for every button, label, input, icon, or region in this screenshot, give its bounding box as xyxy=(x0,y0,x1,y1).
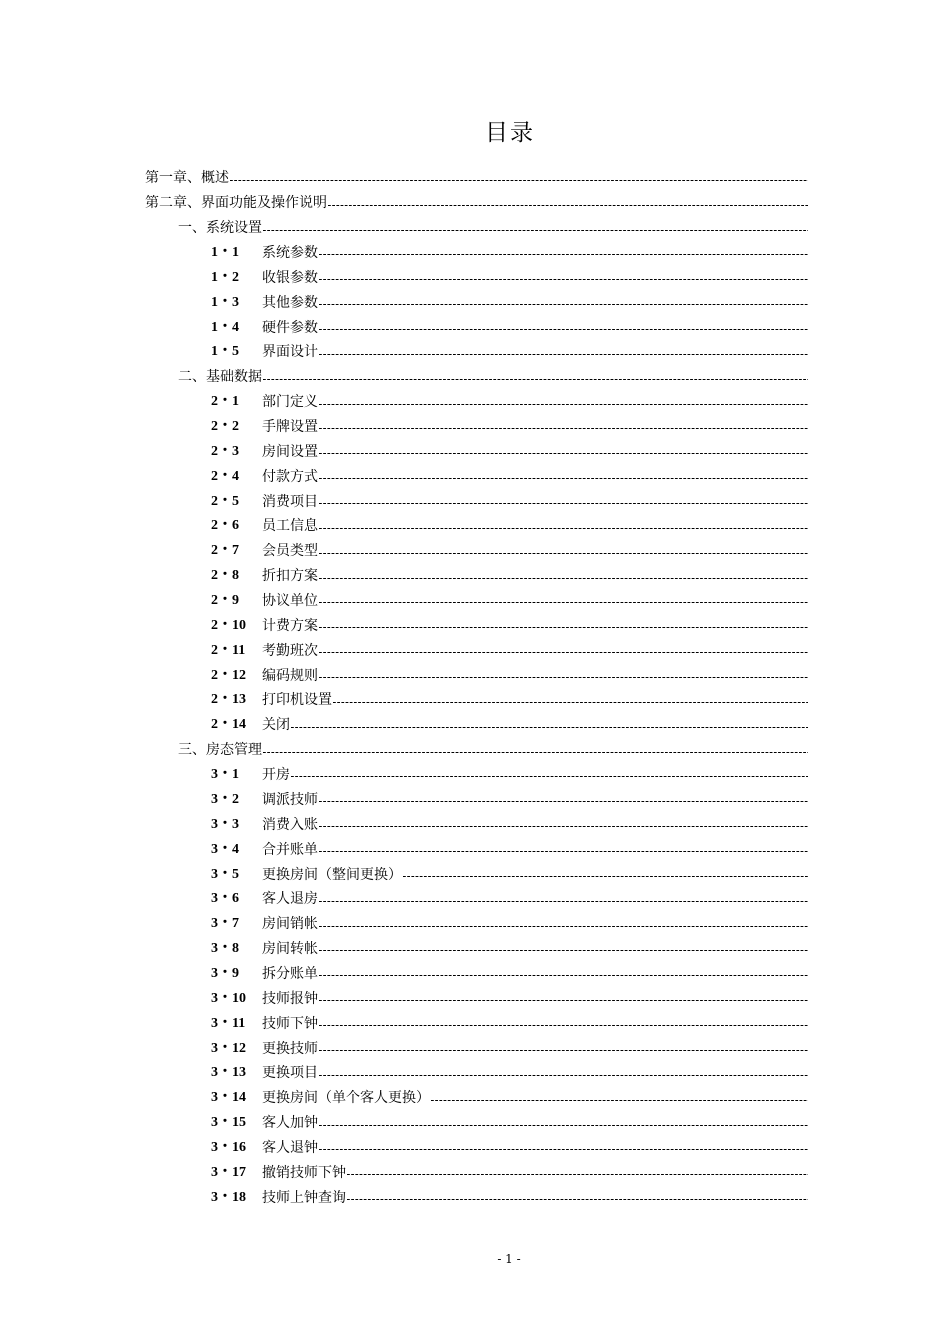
toc-dot-leader xyxy=(319,851,808,853)
toc-entry-label: 会员类型 xyxy=(262,543,318,560)
toc-entry[interactable] xyxy=(211,1086,808,1111)
toc-entry[interactable] xyxy=(211,663,808,688)
toc-dot-leader xyxy=(319,677,808,679)
toc-entry-label: 客人退房 xyxy=(262,891,318,908)
toc-entry[interactable] xyxy=(211,1011,808,1036)
toc-entry[interactable] xyxy=(211,241,808,266)
toc-entry[interactable] xyxy=(211,887,808,912)
toc-dot-leader xyxy=(319,527,808,529)
toc-entry-label: 拆分账单 xyxy=(262,965,318,982)
toc-entry[interactable] xyxy=(211,1061,808,1086)
toc-entry-label: 客人加钟 xyxy=(262,1115,318,1132)
toc-entry-number: 2・9 xyxy=(211,593,239,609)
toc-entry-label: 更换房间（单个客人更换） xyxy=(262,1090,430,1107)
toc-entry-number: 2・3 xyxy=(211,443,239,459)
toc-entry[interactable] xyxy=(211,390,808,415)
toc-entry[interactable] xyxy=(211,290,808,315)
toc-entry[interactable] xyxy=(211,912,808,937)
toc-entry-label: 折扣方案 xyxy=(262,568,318,585)
toc-dot-leader xyxy=(333,701,808,703)
toc-dot-leader xyxy=(319,602,808,604)
toc-entry[interactable] xyxy=(211,837,808,862)
toc-entry-number: 2・2 xyxy=(211,419,239,435)
toc-entry-label: 第一章、概述 xyxy=(145,170,229,187)
toc-entry-number: 1・2 xyxy=(211,269,239,285)
toc-entry-number: 1・1 xyxy=(211,245,239,260)
toc-entry-label: 合并账单 xyxy=(262,841,318,858)
toc-entry-number: 1・3 xyxy=(211,294,239,310)
toc-dot-leader xyxy=(319,975,808,977)
toc-entry[interactable] xyxy=(145,191,808,216)
toc-entry-label: 手牌设置 xyxy=(262,419,318,436)
toc-entry[interactable] xyxy=(211,763,808,788)
toc-entry[interactable] xyxy=(211,1036,808,1061)
toc-entry-label: 编码规则 xyxy=(262,667,318,684)
toc-entry-label: 更换技师 xyxy=(262,1040,318,1057)
toc-entry-number: 3・1 xyxy=(211,767,239,783)
toc-dot-leader xyxy=(319,329,808,331)
toc-entry-number: 3・6 xyxy=(211,891,239,907)
toc-entry-number: 1・5 xyxy=(211,344,239,360)
toc-entry-label: 更换房间（整间更换） xyxy=(262,866,402,883)
toc-entry-label: 房间设置 xyxy=(262,443,318,460)
toc-entry-number: 3・15 xyxy=(211,1115,246,1131)
toc-entry-number: 3・9 xyxy=(211,965,239,981)
toc-entry[interactable] xyxy=(211,564,808,589)
toc-entry[interactable] xyxy=(211,439,808,464)
toc-dot-leader xyxy=(319,1050,808,1052)
toc-dot-leader xyxy=(319,925,808,927)
toc-dot-leader xyxy=(328,204,808,206)
toc-entry-label: 员工信息 xyxy=(262,518,318,535)
toc-dot-leader xyxy=(319,1074,808,1076)
toc-entry-label: 开房 xyxy=(262,767,290,784)
toc-entry-number: 2・4 xyxy=(211,468,239,484)
toc-dot-leader xyxy=(263,751,808,753)
toc-entry[interactable] xyxy=(211,862,808,887)
toc-entry-label: 计费方案 xyxy=(262,617,318,634)
toc-entry-label: 更换项目 xyxy=(262,1065,318,1082)
toc-entry-label: 撤销技师下钟 xyxy=(262,1164,346,1181)
toc-entry[interactable] xyxy=(211,489,808,514)
toc-entry[interactable] xyxy=(211,415,808,440)
toc-entry[interactable] xyxy=(211,589,808,614)
toc-entry-label: 界面设计 xyxy=(262,344,318,361)
toc-entry-number: 3・7 xyxy=(211,916,239,932)
toc-entry-label: 一、系统设置 xyxy=(178,220,262,237)
toc-entry[interactable] xyxy=(211,713,808,738)
toc-dot-leader xyxy=(263,378,808,380)
toc-entry[interactable] xyxy=(211,539,808,564)
toc-entry-number: 2・13 xyxy=(211,692,246,708)
toc-entry-label: 关闭 xyxy=(262,717,290,734)
toc-entry-number: 2・12 xyxy=(211,667,246,683)
toc-dot-leader xyxy=(319,353,808,355)
toc-entry-number: 3・12 xyxy=(211,1040,246,1056)
toc-entry[interactable] xyxy=(178,216,808,241)
toc-dot-leader xyxy=(263,229,808,231)
toc-entry-label: 消费入账 xyxy=(262,816,318,833)
toc-entry-label: 二、基础数据 xyxy=(178,369,262,386)
toc-dot-leader xyxy=(319,577,808,579)
toc-entry[interactable] xyxy=(211,788,808,813)
toc-dot-leader xyxy=(319,552,808,554)
toc-entry[interactable] xyxy=(211,514,808,539)
toc-entry[interactable] xyxy=(211,1160,808,1185)
toc-entry-number: 3・8 xyxy=(211,941,239,957)
toc-entry-label: 收银参数 xyxy=(262,269,318,286)
toc-entry-number: 3・3 xyxy=(211,816,239,832)
toc-entry-label: 考勤班次 xyxy=(262,642,318,659)
toc-entry[interactable] xyxy=(145,166,808,191)
toc-entry-number: 3・13 xyxy=(211,1065,246,1081)
toc-entry[interactable] xyxy=(211,688,808,713)
toc-entry-number: 2・8 xyxy=(211,568,239,584)
toc-entry-label: 调派技师 xyxy=(262,791,318,808)
toc-entry[interactable] xyxy=(211,464,808,489)
toc-dot-leader xyxy=(319,1124,808,1126)
toc-dot-leader xyxy=(403,876,808,878)
toc-entry-label: 客人退钟 xyxy=(262,1139,318,1156)
toc-dot-leader xyxy=(291,726,808,728)
toc-entry[interactable] xyxy=(211,1185,808,1210)
toc-entry-label: 消费项目 xyxy=(262,493,318,510)
toc-dot-leader xyxy=(319,503,808,505)
toc-dot-leader xyxy=(319,801,808,803)
toc-entry-label: 三、房态管理 xyxy=(178,742,262,759)
toc-entry-number: 2・1 xyxy=(211,394,239,410)
toc-dot-leader xyxy=(319,428,808,430)
toc-entry-label: 硬件参数 xyxy=(262,319,318,336)
toc-entry[interactable] xyxy=(211,1111,808,1136)
toc-entry-label: 技师报钟 xyxy=(262,990,318,1007)
toc-entry[interactable] xyxy=(211,937,808,962)
toc-dot-leader xyxy=(319,254,808,256)
toc-dot-leader xyxy=(319,826,808,828)
toc-entry-number: 2・7 xyxy=(211,543,239,559)
toc-entry-number: 2・5 xyxy=(211,493,239,509)
toc-entry-number: 2・10 xyxy=(211,617,246,633)
toc-entry-number: 3・18 xyxy=(211,1189,246,1205)
toc-entry-label: 部门定义 xyxy=(262,394,318,411)
toc-entry-number: 2・6 xyxy=(211,518,239,534)
toc-dot-leader xyxy=(319,652,808,654)
toc-entry[interactable] xyxy=(211,962,808,987)
toc-entry-label: 其他参数 xyxy=(262,294,318,311)
toc-dot-leader xyxy=(319,900,808,902)
toc-entry-number: 3・2 xyxy=(211,791,239,807)
toc-entry-label: 系统参数 xyxy=(262,245,318,261)
toc-dot-leader xyxy=(319,279,808,281)
toc-dot-leader xyxy=(347,1174,808,1176)
toc-entry[interactable] xyxy=(211,613,808,638)
toc-entry-number: 3・11 xyxy=(211,1015,246,1031)
toc-entry[interactable] xyxy=(211,986,808,1011)
toc-dot-leader xyxy=(319,1000,808,1002)
toc-dot-leader xyxy=(230,179,808,181)
toc-entry[interactable] xyxy=(178,365,808,390)
toc-entry-label: 房间销帐 xyxy=(262,916,318,933)
toc-entry[interactable] xyxy=(211,340,808,365)
toc-dot-leader xyxy=(319,403,808,405)
toc-dot-leader xyxy=(319,453,808,455)
toc-entry-label: 协议单位 xyxy=(262,593,318,610)
toc-entry-number: 3・4 xyxy=(211,841,239,857)
toc-entry[interactable] xyxy=(211,265,808,290)
toc-dot-leader xyxy=(431,1099,808,1101)
toc-dot-leader xyxy=(319,304,808,306)
toc-entry[interactable] xyxy=(211,812,808,837)
toc-dot-leader xyxy=(319,478,808,480)
toc-entry[interactable] xyxy=(211,315,808,340)
toc-entry-number: 1・4 xyxy=(211,319,239,335)
toc-dot-leader xyxy=(319,627,808,629)
toc-dot-leader xyxy=(319,950,808,952)
toc-entry-label: 打印机设置 xyxy=(262,692,332,709)
page-title: 目录 xyxy=(485,120,535,146)
toc-dot-leader xyxy=(319,1025,808,1027)
toc-dot-leader xyxy=(291,776,808,778)
toc-entry-label: 第二章、界面功能及操作说明 xyxy=(145,195,327,212)
toc-entry-label: 技师上钟查询 xyxy=(262,1189,346,1206)
toc-entry-label: 付款方式 xyxy=(262,468,318,485)
toc-entry-number: 3・17 xyxy=(211,1164,246,1180)
toc-entry-number: 3・10 xyxy=(211,990,246,1006)
toc-dot-leader xyxy=(347,1199,808,1201)
toc-entry-number: 3・5 xyxy=(211,866,239,882)
page-number: - 1 - xyxy=(497,1252,521,1266)
toc-entry-number: 2・14 xyxy=(211,717,246,733)
toc-entry-number: 3・16 xyxy=(211,1139,246,1155)
toc-entry-number: 3・14 xyxy=(211,1090,246,1106)
toc-entry[interactable] xyxy=(178,738,808,763)
toc-entry-number: 2・11 xyxy=(211,642,246,658)
toc-entry-label: 房间转帐 xyxy=(262,941,318,958)
toc-entry-label: 技师下钟 xyxy=(262,1015,318,1032)
toc-entry[interactable] xyxy=(211,638,808,663)
toc-dot-leader xyxy=(319,1149,808,1151)
toc-entry[interactable] xyxy=(211,1136,808,1161)
